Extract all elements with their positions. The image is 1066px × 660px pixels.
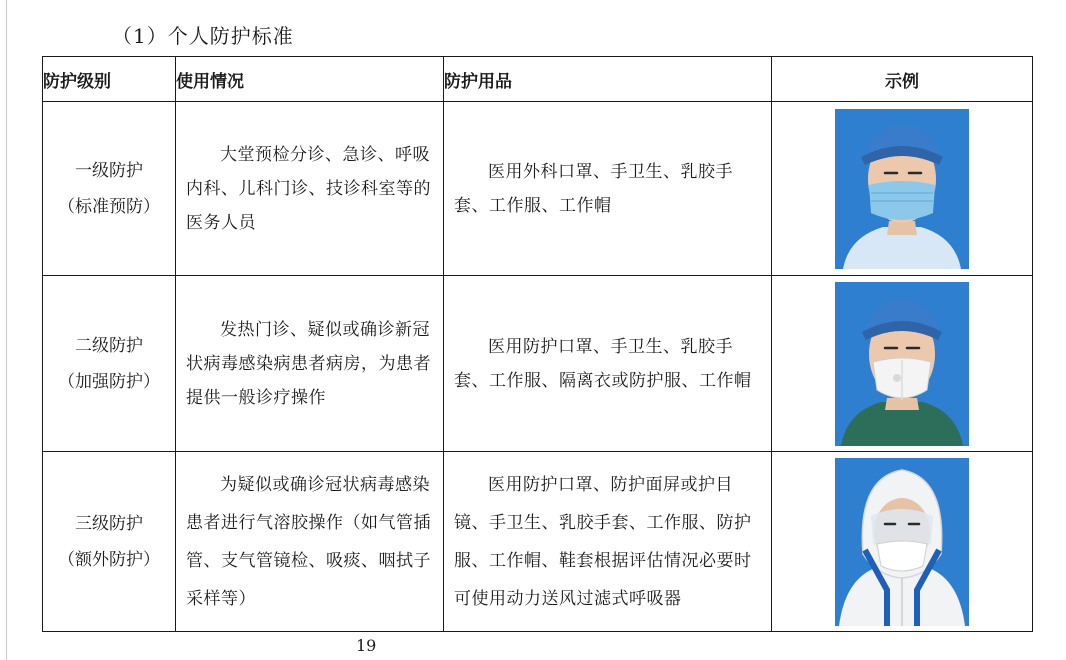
hazmat-suit-photo bbox=[835, 458, 969, 626]
level-name: 二级防护 bbox=[75, 335, 143, 356]
section-title: （1）个人防护标准 bbox=[112, 24, 294, 48]
table-row bbox=[43, 276, 1033, 452]
example-cell bbox=[772, 102, 1033, 276]
usage-cell: 发热门诊、疑似或确诊新冠状病毒感染病患者病房，为患者提供一般诊疗操作 bbox=[176, 276, 444, 452]
example-cell bbox=[772, 276, 1033, 452]
level-name: 三级防护 bbox=[75, 513, 143, 534]
items-cell: 医用防护口罩、手卫生、乳胶手套、工作服、隔离衣或防护服、工作帽 bbox=[444, 276, 772, 452]
level-note: （额外防护） bbox=[58, 549, 160, 570]
header-usage: 使用情况 bbox=[176, 57, 444, 102]
level-note: （加强防护） bbox=[58, 371, 160, 392]
example-cell bbox=[772, 452, 1033, 632]
n95-mask-photo bbox=[835, 282, 969, 446]
usage-cell: 大堂预检分诊、急诊、呼吸内科、儿科门诊、技诊科室等的医务人员 bbox=[176, 102, 444, 276]
level-cell bbox=[43, 276, 176, 452]
level-cell bbox=[43, 102, 176, 276]
level-note: （标准预防） bbox=[58, 196, 160, 217]
header-items: 防护用品 bbox=[444, 57, 772, 102]
page-edge bbox=[6, 0, 7, 660]
protection-standards-table bbox=[42, 56, 1033, 632]
header-example: 示例 bbox=[772, 57, 1033, 102]
header-level: 防护级别 bbox=[43, 57, 176, 102]
page-number: 19 bbox=[356, 636, 377, 655]
level-cell bbox=[43, 452, 176, 632]
table-row bbox=[43, 452, 1033, 632]
table-header-row bbox=[43, 57, 1033, 102]
table-row bbox=[43, 102, 1033, 276]
usage-cell: 为疑似或确诊冠状病毒感染患者进行气溶胶操作（如气管插管、支气管镜检、吸痰、咽拭子采样等） bbox=[176, 452, 444, 632]
surgical-mask-photo bbox=[835, 109, 969, 269]
level-name: 一级防护 bbox=[75, 160, 143, 181]
items-cell: 医用外科口罩、手卫生、乳胶手套、工作服、工作帽 bbox=[444, 102, 772, 276]
items-cell: 医用防护口罩、防护面屏或护目镜、手卫生、乳胶手套、工作服、防护服、工作帽、鞋套根据评估情况必要时可使用动力送风过滤式呼吸器 bbox=[444, 452, 772, 632]
